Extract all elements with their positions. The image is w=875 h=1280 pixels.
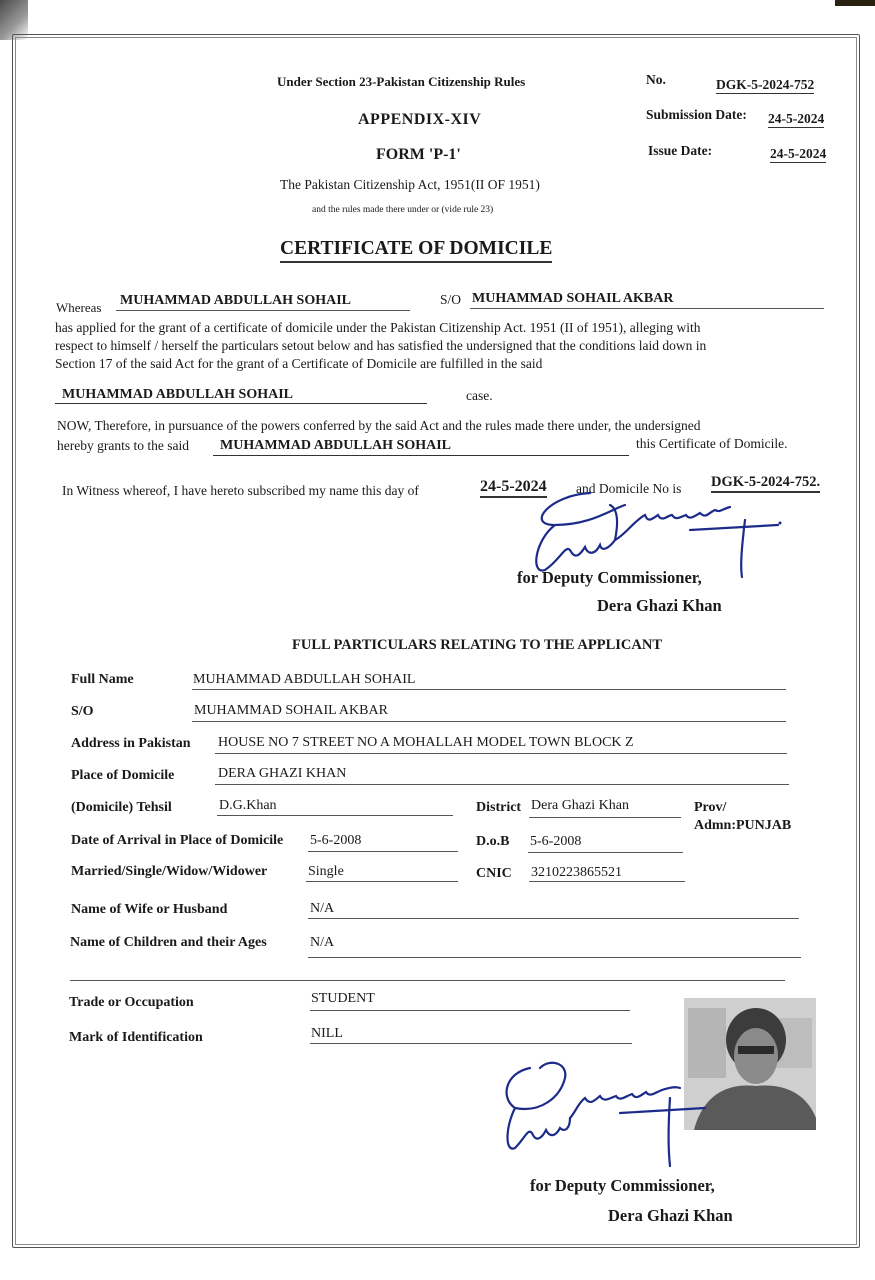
appendix-label: APPENDIX-XIV [358,111,482,128]
form-label: FORM 'P-1' [376,146,461,163]
identification-mark-label: Mark of Identification [69,1030,203,1045]
signatory-location-2: Dera Ghazi Khan [608,1206,733,1225]
place-of-domicile-value: DERA GHAZI KHAN [218,766,347,781]
domicile-number: DGK-5-2024-752. [711,474,820,493]
so-particular-line [192,721,786,722]
act-reference: The Pakistan Citizenship Act, 1951(II OF 1951) [280,177,540,192]
address-label: Address in Pakistan [71,736,191,751]
occupation-line [310,1010,630,1011]
father-name-line [470,308,824,309]
case-applicant-name: MUHAMMAD ABDULLAH SOHAIL [62,387,294,402]
so-particular-label: S/O [71,704,94,719]
page-title: CERTIFICATE OF DOMICILE [280,238,552,263]
certificate-number: DGK-5-2024-752 [716,77,815,92]
paragraph-1-line-1: has applied for the grant of a certificate of domicile under the Pakistan Citizenship Act. 1951 (II of 1951), alleging with [55,320,701,335]
number-label: No. [646,72,666,87]
marital-status-label: Married/Single/Widow/Widower [71,864,268,879]
whereas-label: Whereas [56,300,102,315]
marital-status-value: Single [308,864,344,879]
tehsil-line [217,815,453,816]
address-value: HOUSE NO 7 STREET NO A MOHALLAH MODEL TOWN BLOCK Z [218,735,634,750]
grantee-name-line [213,455,629,456]
rules-note: and the rules made there under or (vide rule 23) [312,205,494,215]
district-line [529,817,681,818]
rule-reference: Under Section 23-Pakistan Citizenship Rules [277,74,526,89]
signatory-title-1: for Deputy Commissioner, [517,568,702,587]
cnic-value: 3210223865521 [531,865,622,880]
address-line [215,753,787,754]
signatory-title-2: for Deputy Commissioner, [530,1176,715,1195]
witness-date: 24-5-2024 [480,478,547,498]
province-label: Prov/ [694,800,727,815]
particulars-heading: FULL PARTICULARS RELATING TO THE APPLICANT [292,637,662,653]
dob-line [528,852,683,853]
occupation-value: STUDENT [311,991,375,1006]
so-particular-value: MUHAMMAD SOHAIL AKBAR [194,703,388,718]
cnic-label: CNIC [476,866,512,881]
paragraph-2-suffix: this Certificate of Domicile. [636,436,788,451]
submission-date-label: Submission Date: [646,107,747,122]
place-of-domicile-line [215,784,789,785]
domicile-number-label: and Domicile No is [576,481,682,496]
identification-mark-line [310,1043,632,1044]
occupation-label: Trade or Occupation [69,995,194,1010]
full-name-label: Full Name [71,672,134,687]
applicant-name: MUHAMMAD ABDULLAH SOHAIL [120,293,352,308]
so-label: S/O [440,292,462,307]
grantee-name: MUHAMMAD ABDULLAH SOHAIL [220,438,452,453]
issue-date: 24-5-2024 [770,146,827,161]
tehsil-label: (Domicile) Tehsil [71,800,172,815]
spouse-label: Name of Wife or Husband [71,902,228,917]
commissioner-signature-2-icon [500,1058,730,1173]
case-name-line [55,403,427,404]
applicant-name-line [116,310,410,311]
place-of-domicile-label: Place of Domicile [71,768,175,783]
paragraph-2-line-1: NOW, Therefore, in pursuance of the powers conferred by the said Act and the rules made there under, the undersigned [57,418,701,433]
full-name-line [192,689,786,690]
arrival-date-value: 5-6-2008 [310,833,362,848]
dob-value: 5-6-2008 [530,834,582,849]
children-line [308,957,801,958]
cnic-line [529,881,685,882]
paragraph-2-prefix: hereby grants to the said [57,438,189,453]
marital-status-line [306,881,458,882]
arrival-date-label: Date of Arrival in Place of Domicile [71,833,284,848]
witness-text: In Witness whereof, I have hereto subscribed my name this day of [62,483,419,498]
full-name-value: MUHAMMAD ABDULLAH SOHAIL [193,672,416,687]
father-name: MUHAMMAD SOHAIL AKBAR [472,291,674,306]
children-value: N/A [310,935,335,950]
identification-mark-value: NILL [311,1026,343,1041]
submission-date: 24-5-2024 [768,111,825,126]
section-divider [70,980,785,981]
issue-date-label: Issue Date: [648,143,713,158]
spouse-value: N/A [310,901,335,916]
district-value: Dera Ghazi Khan [531,798,629,813]
arrival-date-line [308,851,458,852]
case-label: case. [466,388,493,403]
tehsil-value: D.G.Khan [219,798,277,813]
signatory-location-1: Dera Ghazi Khan [597,596,722,615]
dob-label: D.o.B [476,834,510,849]
paragraph-1-line-3: Section 17 of the said Act for the grant of a Certificate of Domicile are fulfilled in the said [55,356,543,371]
page-corner [835,0,875,6]
children-label: Name of Children and their Ages [70,935,267,950]
province-value: Admn:PUNJAB [694,818,792,833]
paragraph-1-line-2: respect to himself / herself the particulars setout below and has satisfied the undersigned that the conditions laid down in [55,338,707,353]
district-label: District [476,800,522,815]
spouse-line [308,918,799,919]
